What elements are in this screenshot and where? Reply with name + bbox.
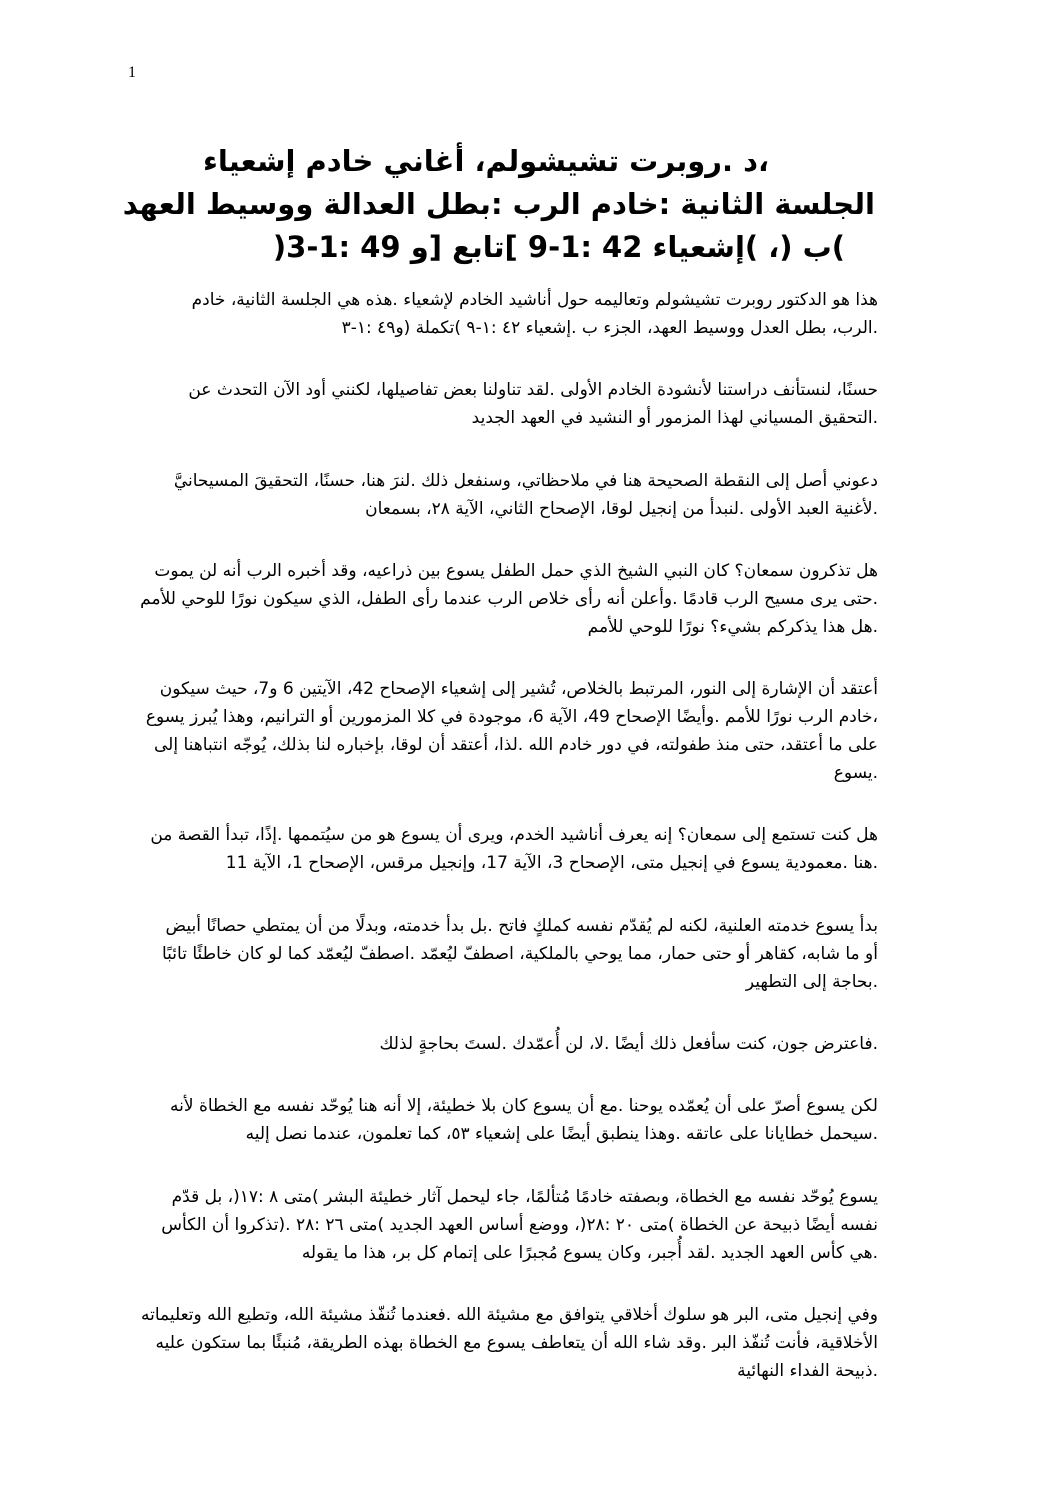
paragraph-line: هل كنت تستمع إلى سمعان؟ إنه يعرف أناشيد الخدم، ويرى أن يسوع هو من سيُتممها .إذًا، تبدأ القصة من (150, 825, 878, 845)
title-line-3: )ب (، )إشعياء 42 :1-9 ]تابع [و 49 :1-3( (272, 230, 845, 264)
paragraph-line: نفسه أيضًا ذبيحة عن الخطاة )متى ٢٠ :٢٨(، ووضع أساس العهد الجديد )متى ٢٦ :٢٨ .(تذكروا أن الكأس (161, 1215, 878, 1235)
body-text (140, 286, 878, 1385)
paragraph-line: ،خادم الرب نورًا للأمم .وأيضًا الإصحاح 49، الآية 6، موجودة في كلا المزمورين أو الترانيم، وهذا يُبرز يسوع (145, 707, 878, 727)
paragraph (150, 286, 878, 342)
paragraph-line: لكن يسوع أصرّ على أن يُعمّده يوحنا .مع أن يسوع كان بلا خطيئة، إلا أنه هنا يُوحّد نفسه مع الخطاة لأنه (170, 1096, 878, 1116)
paragraph-line: حسنًا، لنستأنف دراستنا لأنشودة الخادم الأولى .لقد تناولنا بعض تفاصيلها، لكنني أود الآن التحدث عن (188, 380, 878, 400)
page-number: 1 (128, 64, 136, 81)
paragraph-line: .ذبيحة الفداء النهائية (737, 1361, 878, 1381)
paragraph (150, 467, 878, 523)
paragraph-line: على ما أعتقد، حتى منذ طفولته، في دور خادم الله .لذا، أعتقد أن لوقا، بإخباره لنا بذلك، يُوجّه انتباهنا إلى (154, 735, 878, 755)
paragraph-line: .الرب، بطل العدل ووسيط العهد، الجزء ب .إشعياء ٤٢ :١-٩ )تكملة (و٤٩ :١-٣ (341, 318, 878, 338)
paragraph-line: .لأغنية العبد الأولى .لنبدأ من إنجيل لوقا، الإصحاح الثاني، الآية ٢٨، بسمعان (365, 499, 878, 519)
paragraph-line: .هي كأس العهد الجديد .لقد أُجبر، وكان يسوع مُجبرًا على إتمام كل بر، هذا ما يقوله (301, 1243, 878, 1263)
paragraph (145, 675, 878, 787)
title-line-2: الجلسة الثانية :خادم الرب :بطل العدالة ووسيط العهد (122, 187, 875, 221)
paragraph-line: .هنا .معمودية يسوع في إنجيل متى، الإصحاح 3، الآية 17، وإنجيل مرقس، الإصحاح 1، الآية 11 (225, 853, 878, 873)
title-line-1: ،د .روبرت تشيشولم، أغاني خادم إشعياء (203, 144, 769, 178)
paragraph-line: وفي إنجيل متى، البر هو سلوك أخلاقي يتوافق مع مشيئة الله .فعندما تُنفّذ مشيئة الله، وتطيع الله وتعليماته (140, 1305, 878, 1325)
paragraph-line: .فاعترض جون، كنت سأفعل ذلك أيضًا .لا، لن أُعمّدك .لستَ بحاجةٍ لذلك (379, 1034, 878, 1054)
document-title (122, 140, 875, 269)
paragraph (140, 557, 878, 641)
paragraph-line: بدأ يسوع خدمته العلنية، لكنه لم يُقدّم نفسه كملكٍ فاتح .بل بدأ خدمته، وبدلًا من أن يمتطي حصانًا أبيض (165, 916, 878, 936)
paragraph-line: أو ما شابه، كقاهر أو حتى حمار، مما يوحي بالملكية، اصطفّ ليُعمّد .اصطفّ ليُعمّد كما لو كان خاطئًا تائبًا (161, 944, 878, 964)
paragraph-line: الأخلاقية، فأنت تُنفّذ البر .وقد شاء الله أن يتعاطف يسوع مع الخطاة بهذه الطريقة، مُنبئًا بما ستكون عليه (155, 1333, 878, 1353)
paragraph (150, 912, 878, 996)
paragraph-line: دعوني أصل إلى النقطة الصحيحة هنا في ملاحظاتي، وسنفعل ذلك .لنرَ هنا، حسنًا، التحقيقَ المسيحانيَّ (173, 471, 878, 491)
paragraph (150, 1092, 878, 1148)
paragraph-line: .هل هذا يذكركم بشيء؟ نورًا للوحي للأمم (587, 617, 878, 637)
paragraph-line: يسوع يُوحّد نفسه مع الخطاة، وبصفته خادمًا مُتألمًا، جاء ليحمل آثار خطيئة البشر )متى ٨ :١٧(، بل قدّم (171, 1187, 878, 1207)
paragraph (140, 1301, 878, 1385)
paragraph (150, 1183, 878, 1267)
paragraph (150, 1030, 878, 1058)
paragraph-line: هل تذكرون سمعان؟ كان النبي الشيخ الذي حمل الطفل يسوع بين ذراعيه، وقد أخبره الرب أنه لن يموت (154, 561, 878, 581)
paragraph-line: هذا هو الدكتور روبرت تشيشولم وتعاليمه حول أناشيد الخادم لإشعياء .هذه هي الجلسة الثانية، خادم (191, 290, 878, 310)
paragraph-line: .سيحمل خطايانا على عاتقه .وهذا ينطبق أيضًا على إشعياء ٥٣، كما تعلمون، عندما نصل إليه (245, 1124, 878, 1144)
paragraph (150, 821, 878, 877)
paragraph (150, 376, 878, 432)
paragraph-line: أعتقد أن الإشارة إلى النور، المرتبط بالخلاص، تُشير إلى إشعياء الإصحاح 42، الآيتين 6 و7، حيث سيكون (159, 679, 878, 699)
paragraph-line: .بحاجة إلى التطهير (745, 972, 878, 992)
paragraph-line: .يسوع (833, 763, 878, 783)
paragraph-line: .التحقيق المسياني لهذا المزمور أو النشيد في العهد الجديد (471, 408, 878, 428)
paragraph-line: .حتى يرى مسيح الرب قادمًا .وأعلن أنه رأى خلاص الرب عندما رأى الطفل، الذي سيكون نورًا للوحي للأمم (140, 589, 878, 609)
